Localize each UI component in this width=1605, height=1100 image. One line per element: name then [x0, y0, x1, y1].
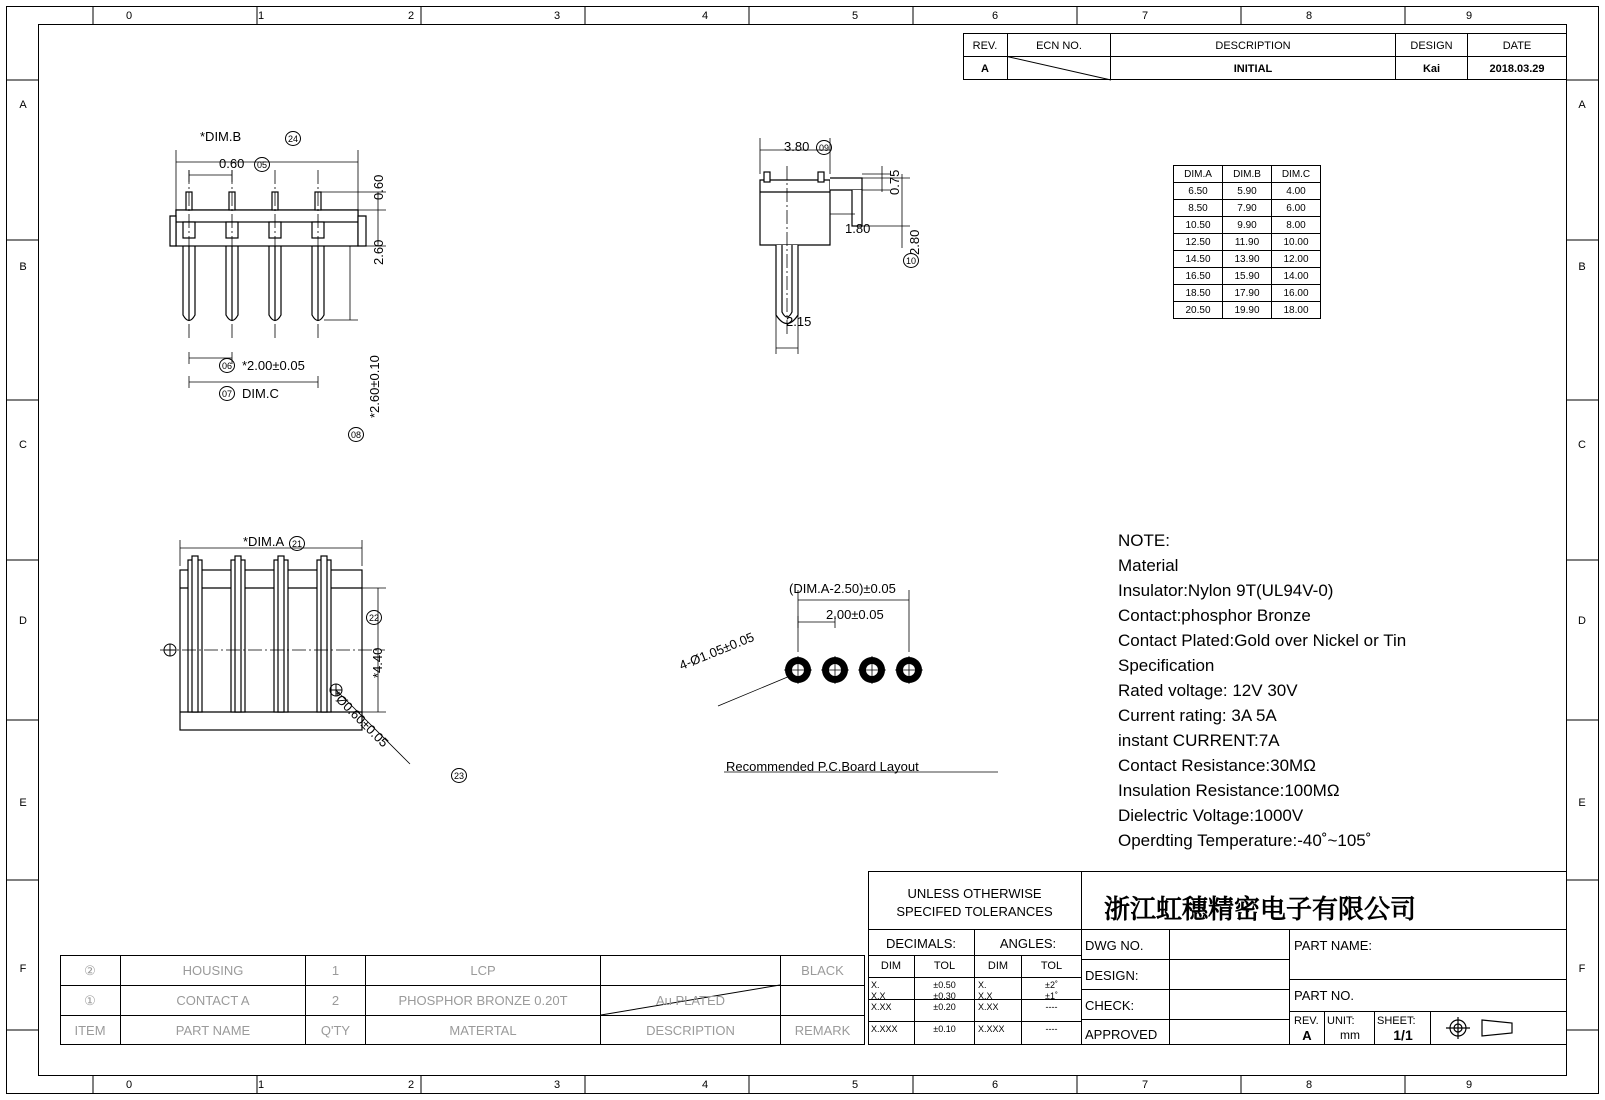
- bom-row1-remark: BLACK: [801, 963, 844, 978]
- bom-row1-qty: 1: [331, 963, 340, 978]
- border-row-a-right: A: [1578, 99, 1586, 111]
- dim-c-balloon: 07: [219, 386, 235, 401]
- bom-header-item: ITEM: [74, 1023, 106, 1038]
- angles-row2-dim: X.XX: [978, 1002, 999, 1012]
- decimals-row2-dim: X.XX: [871, 1002, 892, 1012]
- cell-c: 4.00: [1272, 183, 1321, 200]
- revision-table: [963, 33, 1567, 80]
- dim-440-balloon: 22: [366, 610, 382, 625]
- decimals-dim-header: DIM: [880, 960, 902, 972]
- dim-180-label: 1.80: [845, 221, 871, 236]
- dim-table-header-a: DIM.A: [1174, 166, 1223, 183]
- dim-280-label: 2.80: [907, 229, 922, 255]
- angles-row1-dim: X.X: [978, 991, 993, 1001]
- cell-b: 5.90: [1223, 183, 1272, 200]
- dim-215-label: 2.15: [786, 314, 812, 329]
- dim-table: [1173, 165, 1321, 319]
- dim-060-right-label: 0.60: [371, 174, 386, 200]
- bom-header-part-name: PART NAME: [175, 1023, 251, 1038]
- border-col-1-bottom: 1: [257, 1079, 265, 1091]
- border-row-a-left: A: [19, 99, 27, 111]
- pcb-layout-title: Recommended P.C.Board Layout: [726, 759, 919, 774]
- border-col-7-bottom: 7: [1141, 1079, 1149, 1091]
- bom-row2-material: PHOSPHOR BRONZE 0.20T: [398, 993, 568, 1008]
- border-col-8-top: 8: [1305, 10, 1313, 22]
- dim-060-top-label: 0.60: [219, 156, 245, 171]
- cell-b: 9.90: [1223, 217, 1272, 234]
- border-col-3-bottom: 3: [553, 1079, 561, 1091]
- notes-line-6: Current rating: 3A 5A: [1118, 706, 1277, 725]
- angles-label: ANGLES:: [999, 936, 1057, 951]
- view-bottom-left-geometry: [150, 540, 570, 840]
- angles-tol-header: TOL: [1040, 960, 1063, 972]
- bom-row2-qty: 2: [331, 993, 340, 1008]
- border-col-0-bottom: 0: [125, 1079, 133, 1091]
- bom-row2-item: ①: [84, 993, 96, 1008]
- border-col-9-top: 9: [1465, 10, 1473, 22]
- border-col-4-bottom: 4: [701, 1079, 709, 1091]
- table-row: [1174, 285, 1321, 302]
- notes-line-10: Dielectric Voltage:1000V: [1118, 806, 1304, 825]
- dim-c-label: DIM.C: [242, 386, 279, 401]
- rev-label: REV.: [1294, 1015, 1319, 1027]
- bom-row2-part-name: CONTACT A: [176, 993, 250, 1008]
- border-row-f-right: F: [1578, 963, 1586, 975]
- dim-table-header-c: DIM.C: [1272, 166, 1321, 183]
- cell-b: 7.90: [1223, 200, 1272, 217]
- cell-c: 8.00: [1272, 217, 1321, 234]
- dim-060-dia-label: *Ø0.60±0.05: [329, 688, 392, 751]
- cell-a: 20.50: [1174, 302, 1223, 319]
- bom-header-qty: Q'TY: [320, 1023, 351, 1038]
- company-name: 浙江虹穗精密电子有限公司: [1104, 894, 1417, 924]
- check-label: CHECK:: [1085, 998, 1135, 1013]
- decimals-label: DECIMALS:: [885, 936, 957, 951]
- dim-075-label: 0.75: [887, 169, 902, 195]
- angles-row3-tol: ----: [1045, 1024, 1058, 1034]
- decimals-tol-header: TOL: [933, 960, 956, 972]
- dim-060-dia-balloon: 23: [451, 768, 467, 783]
- notes-line-0: Material: [1118, 556, 1179, 575]
- bom-row1-part-name: HOUSING: [182, 963, 244, 978]
- cell-b: 15.90: [1223, 268, 1272, 285]
- notes-line-4: Specification: [1118, 656, 1215, 675]
- balloon-10: 10: [903, 253, 919, 268]
- notes-line-9: Insulation Resistance:100MΩ: [1118, 781, 1340, 800]
- notes-title: NOTE:: [1118, 531, 1170, 550]
- table-row: [1174, 200, 1321, 217]
- rev-header-rev: REV.: [972, 40, 998, 52]
- cell-a: 18.50: [1174, 285, 1223, 302]
- border-col-2-top: 2: [407, 10, 415, 22]
- bom-row1-material: LCP: [470, 963, 496, 978]
- cell-b: 17.90: [1223, 285, 1272, 302]
- rev-row-description: INITIAL: [1233, 63, 1273, 75]
- border-row-e-left: E: [19, 797, 27, 809]
- angles-row1-tol: ±1˚: [1045, 991, 1058, 1001]
- notes-line-1: Insulator:Nylon 9T(UL94V-0): [1118, 581, 1334, 600]
- decimals-row3-dim: X.XXX: [871, 1024, 898, 1034]
- unit-value: mm: [1340, 1028, 1360, 1042]
- border-row-d-left: D: [19, 615, 27, 627]
- border-col-6-top: 6: [991, 10, 999, 22]
- decimals-row1-tol: ±0.30: [933, 991, 956, 1001]
- view-top-middle-geometry: [730, 130, 1030, 410]
- table-row: [1174, 217, 1321, 234]
- pcb-hole-spec-label: 4-Ø1.05±0.05: [677, 629, 757, 673]
- cell-c: 18.00: [1272, 302, 1321, 319]
- border-col-8-bottom: 8: [1305, 1079, 1313, 1091]
- bom-header-description: DESCRIPTION: [646, 1023, 735, 1038]
- dim-060-top-balloon: 05: [254, 157, 270, 172]
- dim-380-balloon: 09: [816, 140, 832, 155]
- cell-b: 11.90: [1223, 234, 1272, 251]
- cell-c: 12.00: [1272, 251, 1321, 268]
- border-col-3-top: 3: [553, 10, 561, 22]
- pcb-pitch-label: 2.00±0.05: [826, 607, 884, 622]
- pcb-span-label: (DIM.A-2.50)±0.05: [789, 581, 896, 596]
- border-col-5-top: 5: [851, 10, 859, 22]
- rev-row-design: Kai: [1422, 63, 1441, 75]
- notes-line-8: Contact Resistance:30MΩ: [1118, 756, 1316, 775]
- dim-a-label: *DIM.A: [243, 534, 285, 549]
- rev-header-ecn: ECN NO.: [1036, 40, 1082, 52]
- border-row-f-left: F: [19, 963, 27, 975]
- notes-line-3: Contact Plated:Gold over Nickel or Tin: [1118, 631, 1407, 650]
- border-row-c-left: C: [19, 439, 27, 451]
- rev-header-description: DESCRIPTION: [1215, 40, 1291, 52]
- dwg-no-label: DWG NO.: [1085, 938, 1144, 953]
- rev-header-date: DATE: [1502, 40, 1532, 52]
- cell-a: 16.50: [1174, 268, 1223, 285]
- border-col-7-top: 7: [1141, 10, 1149, 22]
- decimals-row3-tol: ±0.10: [933, 1024, 956, 1034]
- notes-line-11: Operdting Temperature:-40˚~105˚: [1118, 831, 1372, 850]
- rev-header-design: DESIGN: [1410, 40, 1453, 52]
- rev-value: A: [1302, 1028, 1312, 1043]
- pitch-label: *2.00±0.05: [242, 358, 305, 373]
- part-name-label: PART NAME:: [1294, 938, 1373, 953]
- decimals-row0-tol: ±0.50: [933, 980, 956, 990]
- bom-header-material: MATERTAL: [449, 1023, 517, 1038]
- bom-table: [60, 955, 865, 1045]
- len-260-balloon: 08: [348, 427, 364, 442]
- border-row-b-right: B: [1578, 261, 1586, 273]
- border-row-b-left: B: [19, 261, 27, 273]
- table-row: [1174, 302, 1321, 319]
- bom-row1-item: ②: [84, 963, 96, 978]
- border-col-9-bottom: 9: [1465, 1079, 1473, 1091]
- notes-line-5: Rated voltage: 12V 30V: [1118, 681, 1298, 700]
- cell-a: 8.50: [1174, 200, 1223, 217]
- angles-dim-header: DIM: [987, 960, 1009, 972]
- cell-c: 14.00: [1272, 268, 1321, 285]
- cell-a: 10.50: [1174, 217, 1223, 234]
- approved-label: APPROVED: [1085, 1027, 1158, 1042]
- cell-a: 12.50: [1174, 234, 1223, 251]
- angles-row0-tol: ±2˚: [1045, 980, 1058, 990]
- angles-row3-dim: X.XXX: [978, 1024, 1005, 1034]
- border-row-d-right: D: [1578, 615, 1586, 627]
- decimals-row2-tol: ±0.20: [933, 1002, 956, 1012]
- dim-380-label: 3.80: [784, 139, 810, 154]
- border-col-5-bottom: 5: [851, 1079, 859, 1091]
- notes-line-2: Contact:phosphor Bronze: [1118, 606, 1311, 625]
- border-row-c-right: C: [1578, 439, 1586, 451]
- angles-row0-dim: X.: [978, 980, 987, 990]
- dim-440-label: *4.40: [370, 647, 385, 678]
- dim-b-label: *DIM.B: [200, 129, 242, 144]
- sheet-label: SHEET:: [1377, 1015, 1416, 1027]
- cell-b: 13.90: [1223, 251, 1272, 268]
- dim-b-balloon: 24: [285, 131, 301, 146]
- pitch-balloon: 06: [219, 358, 235, 373]
- border-col-6-bottom: 6: [991, 1079, 999, 1091]
- bom-row2-description: Au PLATED: [655, 993, 726, 1008]
- decimals-row1-dim: X.X: [871, 991, 886, 1001]
- cell-b: 19.90: [1223, 302, 1272, 319]
- title-block: [868, 871, 1567, 1045]
- border-col-4-top: 4: [701, 10, 709, 22]
- notes-line-7: instant CURRENT:7A: [1118, 731, 1280, 750]
- len-260-label: *2.60±0.10: [367, 355, 382, 418]
- sheet-value: 1/1: [1393, 1027, 1413, 1043]
- cell-c: 16.00: [1272, 285, 1321, 302]
- border-col-0-top: 0: [125, 10, 133, 22]
- dim-260-right-label: 2.60: [371, 239, 386, 265]
- decimals-row0-dim: X.: [871, 980, 880, 990]
- cell-a: 14.50: [1174, 251, 1223, 268]
- bom-header-remark: REMARK: [794, 1023, 851, 1038]
- unit-label: UNIT:: [1327, 1015, 1355, 1027]
- angles-row2-tol: ----: [1045, 1002, 1058, 1012]
- design-label: DESIGN:: [1085, 968, 1139, 983]
- part-no-label: PART NO.: [1294, 988, 1354, 1003]
- border-col-1-top: 1: [257, 10, 265, 22]
- border-row-e-right: E: [1578, 797, 1586, 809]
- cell-c: 10.00: [1272, 234, 1321, 251]
- dim-a-balloon: 21: [289, 536, 305, 551]
- cell-a: 6.50: [1174, 183, 1223, 200]
- border-col-2-bottom: 2: [407, 1079, 415, 1091]
- view-top-left-geometry: [150, 120, 630, 470]
- dim-table-header-b: DIM.B: [1223, 166, 1272, 183]
- table-row: [1174, 268, 1321, 285]
- tolerance-title-line2: SPECIFED TOLERANCES: [896, 904, 1053, 919]
- table-row: [1174, 183, 1321, 200]
- table-row: [1174, 234, 1321, 251]
- table-row: [1174, 251, 1321, 268]
- tolerance-title-line1: UNLESS OTHERWISE: [907, 886, 1042, 901]
- cell-c: 6.00: [1272, 200, 1321, 217]
- rev-row-rev: A: [981, 63, 989, 75]
- rev-row-date: 2018.03.29: [1489, 63, 1545, 75]
